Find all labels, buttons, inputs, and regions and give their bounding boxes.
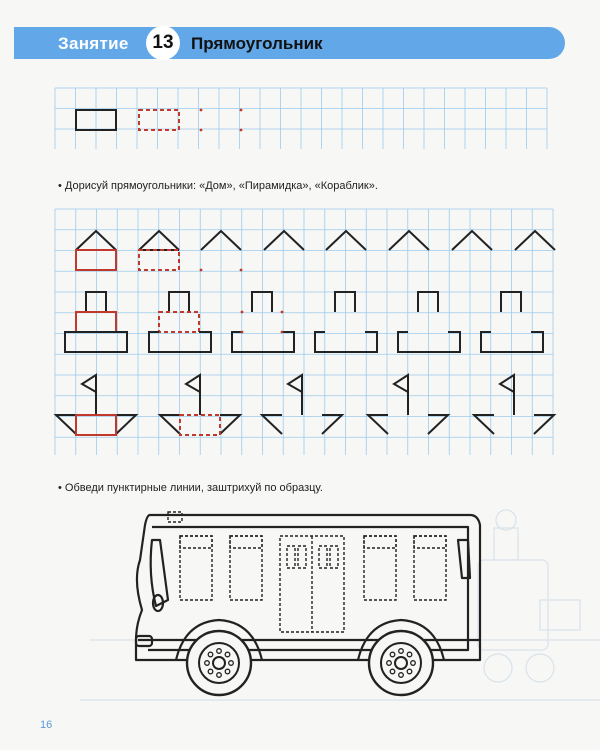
bus-body [136,515,480,660]
bus-window-1-top [180,536,212,548]
lesson-word: Занятие [58,34,129,53]
task-instruction-2: • Обведи пунктирные линии, заштрихуй по образцу. [58,482,323,494]
bus-window-2 [230,536,262,600]
bus-window-3 [364,536,396,600]
task-instruction-1: • Дорисуй прямоугольники: «Дом», «Пирамидка», «Кораблик». [58,180,378,192]
bus-door-pane-1 [287,546,295,568]
bus-window-4-top [414,536,446,548]
bus-door-pane-4 [330,546,338,568]
bus-door-pane-3 [319,546,327,568]
bus-dashed-lines [168,512,446,632]
bus-window-2-top [230,536,262,548]
bus-vent [168,512,182,522]
bus-window-3-top [364,536,396,548]
bus-wheel-rear [369,631,433,695]
lesson-title: Прямоугольник [191,34,323,53]
bus-wheel-front [187,631,251,695]
page-number: 16 [40,719,53,731]
bus-window-1 [180,536,212,600]
lesson-number-badge: 13 [146,26,180,60]
bus-door-pane-2 [298,546,306,568]
bus-window-4 [414,536,446,600]
